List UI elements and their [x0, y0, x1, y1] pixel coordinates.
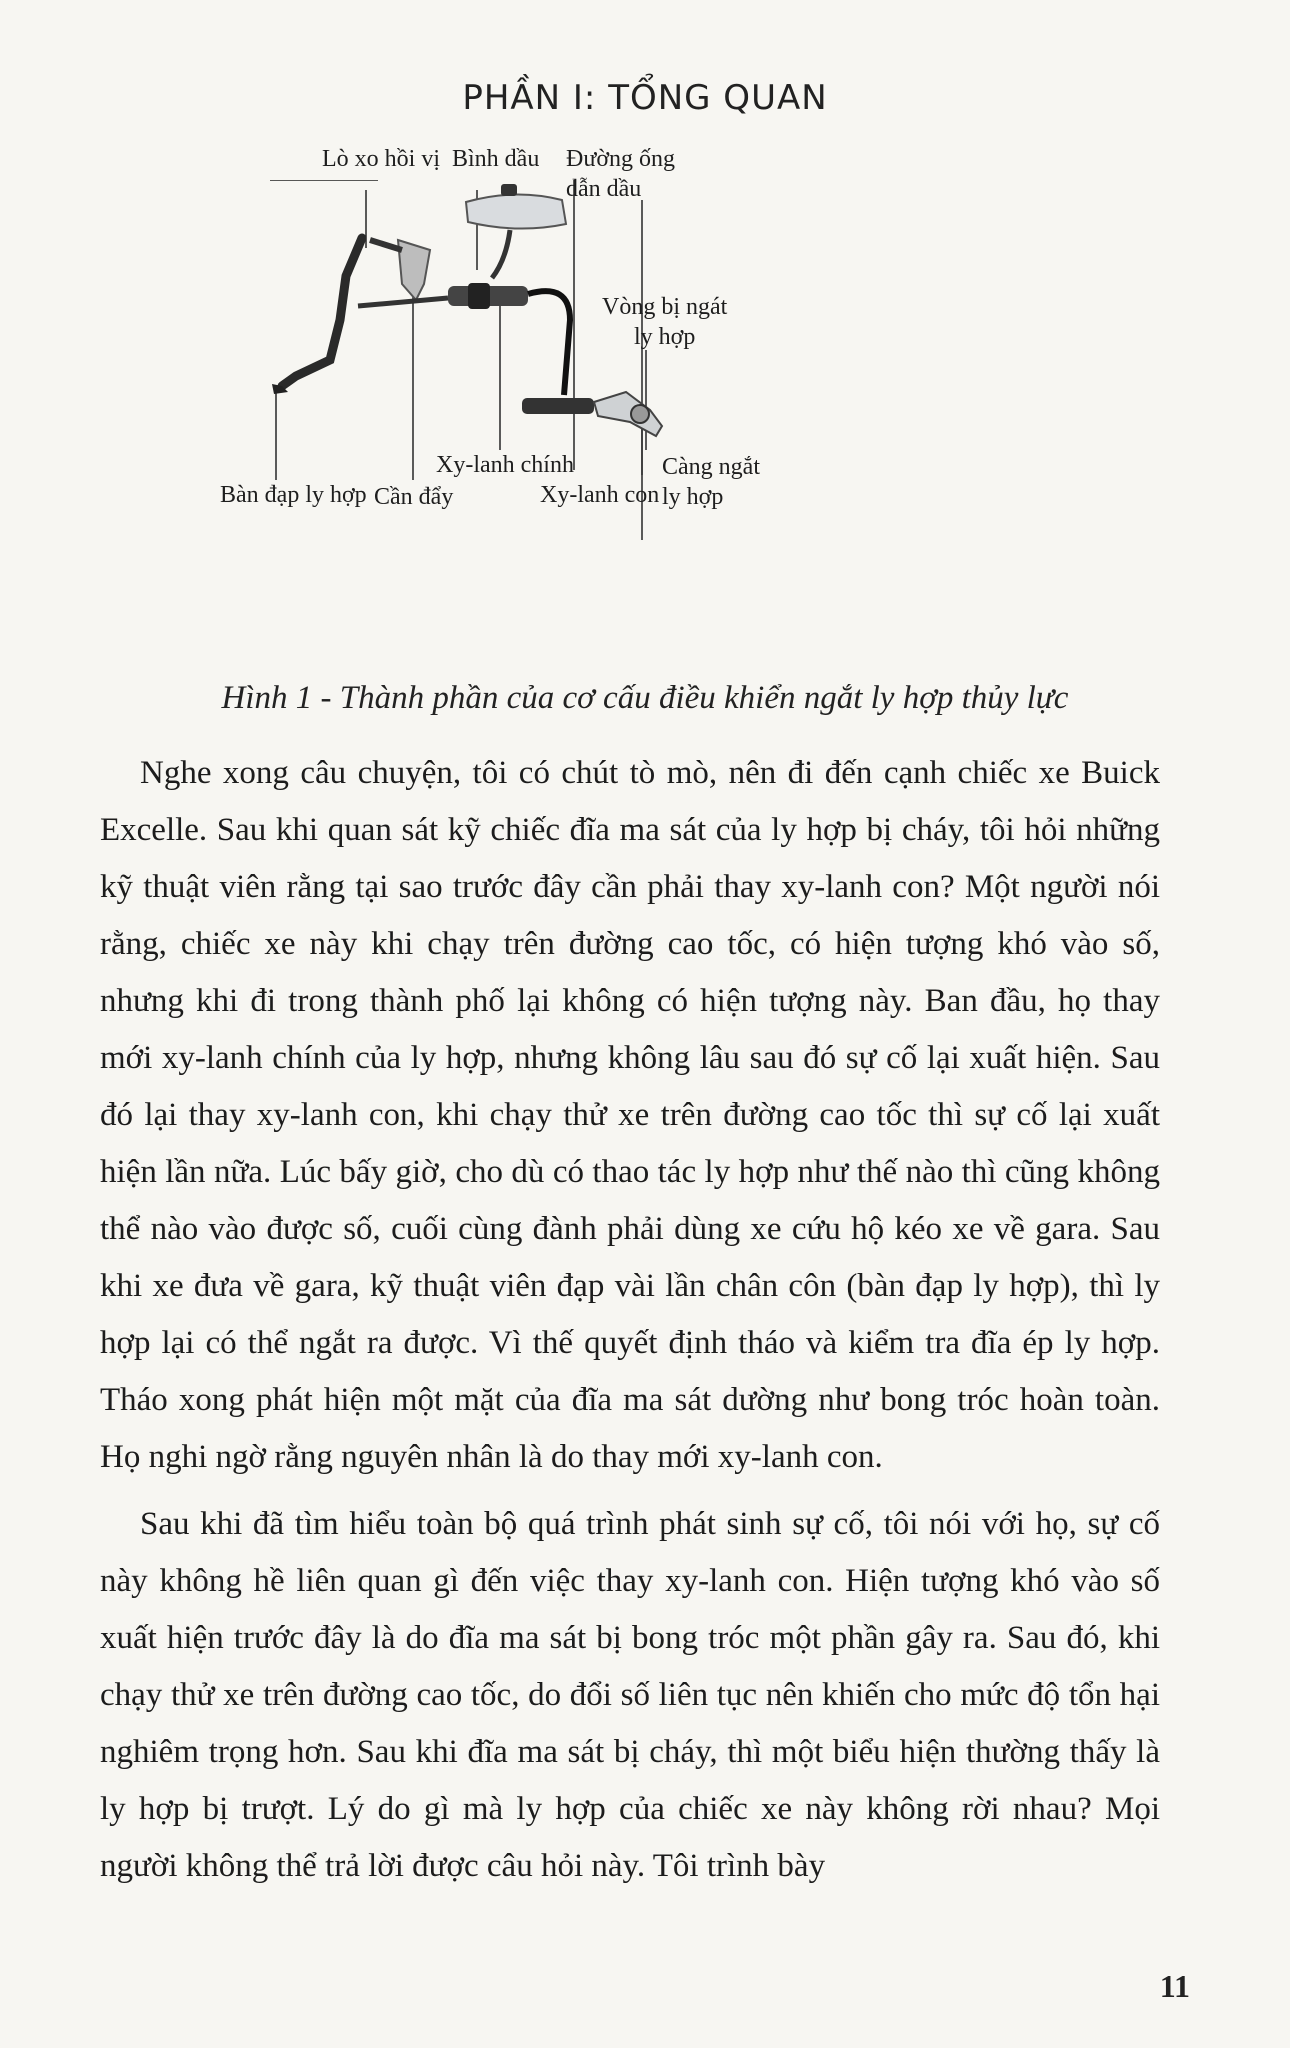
body-text — [100, 745, 1160, 1905]
label-fluid-line: Đường ống dẫn dầu — [566, 146, 676, 202]
pedal-assembly — [272, 238, 430, 394]
label-push-rod: Cần đẩy — [374, 484, 454, 510]
label-release-bearing: Vòng bị ngát ly hợp — [602, 294, 728, 350]
slave-cylinder-shape — [522, 392, 662, 436]
paragraph: Sau khi đã tìm hiểu toàn bộ quá trình phát sinh sự cố, tôi nói với họ, sự cố này không hề liên quan gì đến việc thay xy-lanh con. Hiện tượng khó vào số xuất hiện trước đây là do đĩa ma sát bị bong tróc một phần gây ra. Sau đó, khi chạy thử xe trên đường cao tốc, do đổi số liên tục nên khiến cho mức độ tổn hại nghiêm trọng hơn. Sau khi đĩa ma sát bị cháy, thì một biểu hiện thường thấy là ly hợp bị trượt. Lý do gì mà ly hợp của chiếc xe này không rời nhau? Mọi người không thể trả lời được câu hỏi này. Tôi trình bày — [100, 1506, 1160, 1884]
clutch-diagram — [220, 146, 1030, 680]
chapter-header: PHẦN I: TỔNG QUAN — [462, 78, 828, 118]
label-return-spring: Lò xo hồi vị — [322, 146, 440, 172]
figure-caption: Hình 1 - Thành phần của cơ cấu điều khiển ngắt ly hợp thủy lực — [221, 680, 1069, 716]
label-reservoir: Bình dầu — [452, 146, 540, 172]
paragraph: Nghe xong câu chuyện, tôi có chút tò mò, nên đi đến cạnh chiếc xe Buick Excelle. Sau khi quan sát kỹ chiếc đĩa ma sát của ly hợp bị cháy, tôi hỏi những kỹ thuật viên rằng tại sao trước đây cần phải thay xy-lanh con? Một người nói rằng, chiếc xe này khi chạy trên đường cao tốc, có hiện tượng khó vào số, nhưng khi đi trong thành phố lại không có hiện tượng này. Ban đầu, họ thay mới xy-lanh chính của ly hợp, nhưng không lâu sau đó sự cố lại xuất hiện. Sau đó lại thay xy-lanh con, khi chạy thử xe trên đường cao tốc thì sự cố lại xuất hiện lần nữa. Lúc bấy giờ, cho dù có thao tác ly hợp như thế nào thì cũng không thể nào vào được số, cuối cùng đành phải dùng xe cứu hộ kéo xe về gara. Sau khi xe đưa về gara, kỹ thuật viên đạp vài lần chân côn (bàn đạp ly hợp), thì ly hợp lại có thể ngắt ra được. Vì thế quyết định tháo và kiểm tra đĩa ép ly hợp. Tháo xong phát hiện một mặt của đĩa ma sát dường như bong tróc hoàn toàn. Họ nghi ngờ rằng nguyên nhân là do thay mới xy-lanh con. — [100, 755, 1160, 1475]
master-cylinder-shape — [358, 283, 570, 395]
label-release-fork: Càng ngắt ly hợp — [662, 454, 760, 510]
label-master-cylinder: Xy-lanh chính — [436, 452, 574, 478]
reservoir-shape — [466, 184, 566, 278]
label-clutch-pedal: Bàn đạp ly hợp — [220, 482, 367, 508]
label-slave-cylinder: Xy-lanh con — [540, 482, 660, 508]
clutch-system-illustration — [270, 180, 1030, 680]
page-number: 11 — [1159, 1968, 1190, 2004]
